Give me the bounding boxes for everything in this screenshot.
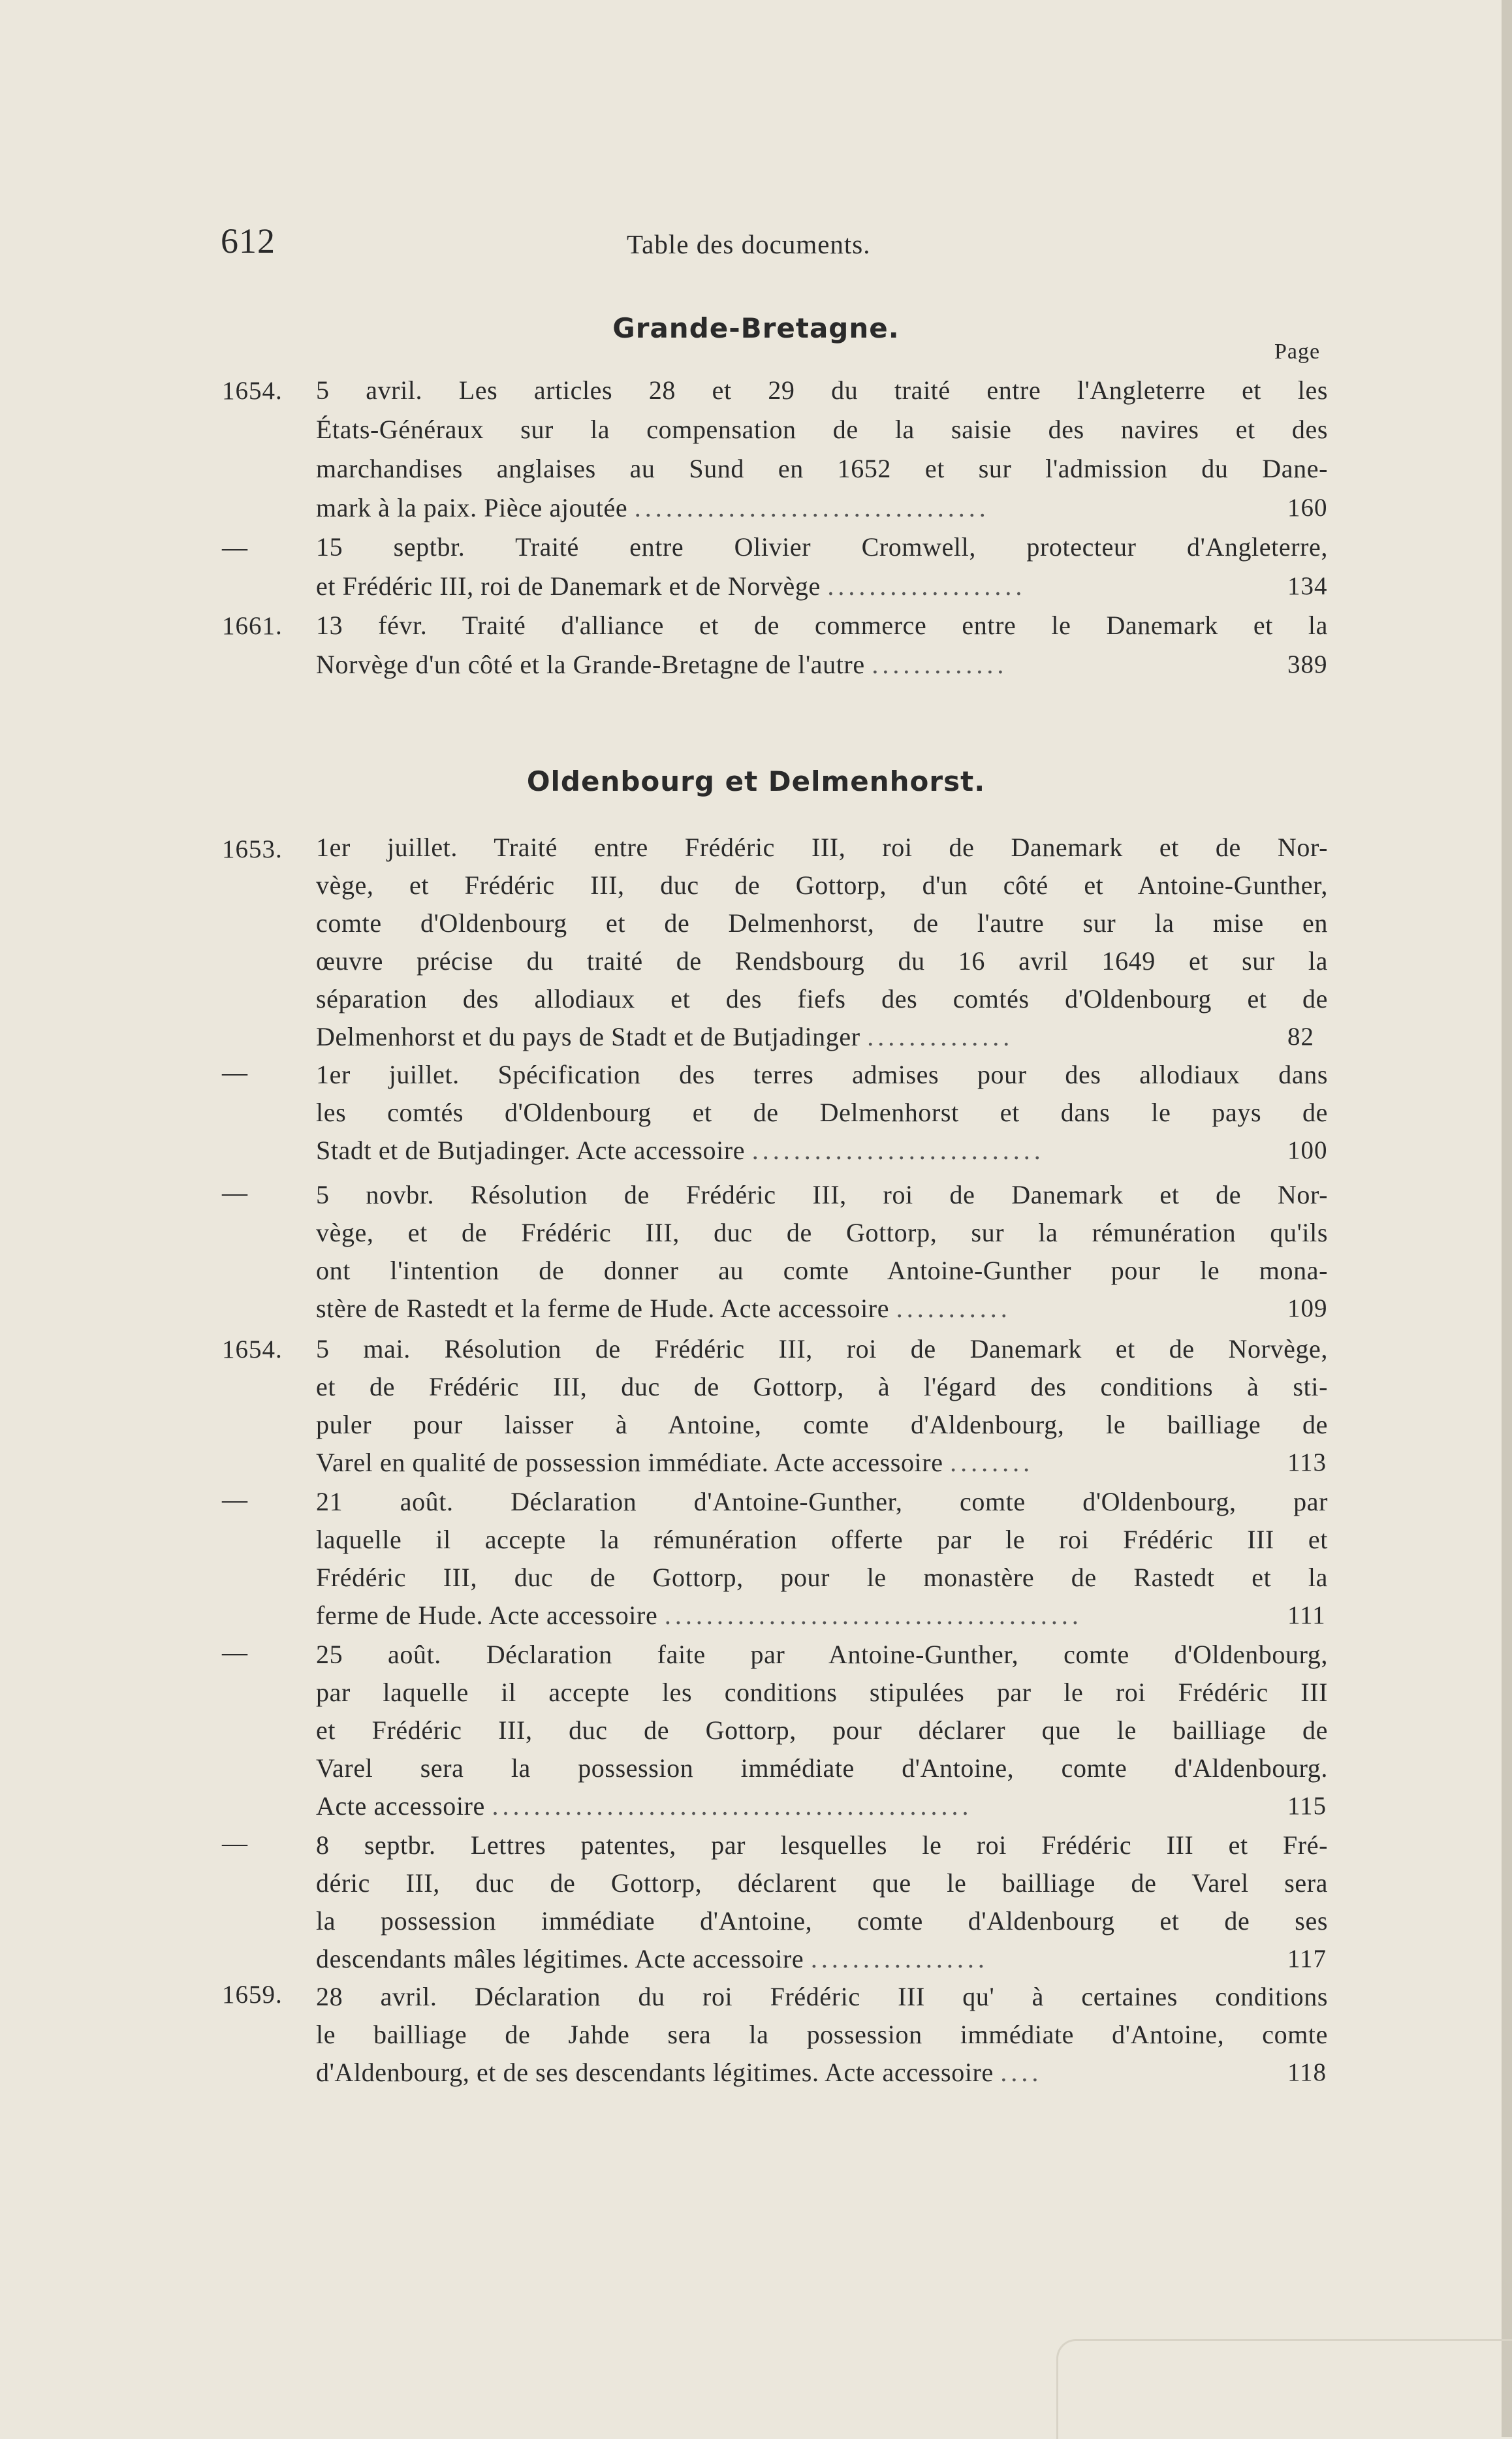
entry-line-last (316, 1289, 1328, 1328)
entry-line: 1er juillet. Spécification des terres admises pour des allodiaux dans (316, 1060, 1328, 1089)
entry-line: comte d'Oldenbourg et de Delmenhorst, de l'autre sur la mise en (316, 908, 1328, 938)
page-reference: 109 (1287, 1294, 1328, 1322)
entry-line-last (316, 567, 1328, 606)
entry-line: puler pour laisser à Antoine, comte d'Aldenbourg, le bailliage de (316, 1410, 1328, 1439)
page-number: 612 (221, 221, 276, 261)
page-reference: 115 (1287, 1792, 1327, 1820)
entry-line: 15 septbr. Traité entre Olivier Cromwell, protecteur d'Angleterre, (316, 532, 1328, 562)
entry-line: laquelle il accepte la rémunération offerte par le roi Frédéric III et (316, 1525, 1328, 1554)
entry-line-text: stère de Rastedt et la ferme de Hude. Acte accessoire (316, 1294, 890, 1323)
entry-line-text: d'Aldenbourg, et de ses descendants légitimes. Acte accessoire (316, 2058, 994, 2087)
entry-year: 1654. (222, 377, 283, 405)
page-corner-mark (1056, 2339, 1512, 2439)
entry-line: et de Frédéric III, duc de Gottorp, à l'égard des conditions à sti- (316, 1372, 1328, 1401)
entry-line-last (316, 1939, 1328, 1979)
entry-line-last (316, 1443, 1328, 1482)
leader-dots: .............. (867, 1022, 1014, 1051)
leader-dots: .................................. (634, 493, 990, 522)
leader-dots: ........... (896, 1294, 1011, 1323)
entry-line: les comtés d'Oldenbourg et de Delmenhorst et dans le pays de (316, 1098, 1328, 1127)
leader-dots: ............................ (751, 1136, 1045, 1165)
entry-line: œuvre précise du traité de Rendsbourg du 16 avril 1649 et sur la (316, 946, 1328, 976)
page-reference: 160 (1287, 494, 1328, 522)
section-title-grande-bretagne: Grande-Bretagne. (612, 312, 900, 344)
entry-line: vège, et Frédéric III, duc de Gottorp, d'un côté et Antoine-Gunther, (316, 870, 1328, 900)
entry-line-text: Norvège d'un côté et la Grande-Bretagne de l'autre (316, 650, 865, 679)
entry-line: ont l'intention de donner au comte Antoine-Gunther pour le mona- (316, 1256, 1328, 1285)
entry-line-last (316, 1596, 1328, 1635)
entry-line-text: descendants mâles légitimes. Acte accessoire (316, 1944, 804, 1973)
leader-dots: .... (1000, 2058, 1043, 2087)
entry-line: Varel sera la possession immédiate d'Antoine, comte d'Aldenbourg. (316, 1753, 1328, 1783)
entry-line: 5 mai. Résolution de Frédéric III, roi de Danemark et de Norvège, (316, 1334, 1328, 1363)
page-edge (1502, 0, 1512, 2437)
entry-line: par laquelle il accepte les conditions stipulées par le roi Frédéric III (316, 1678, 1328, 1707)
entry-line: 21 août. Déclaration d'Antoine-Gunther, comte d'Oldenbourg, par (316, 1487, 1328, 1516)
entry-line: déric III, duc de Gottorp, déclarent que le bailliage de Varel sera (316, 1868, 1328, 1898)
leader-dots: ........ (950, 1448, 1034, 1477)
entry-line-last (316, 645, 1328, 684)
entry-line: 5 novbr. Résolution de Frédéric III, roi de Danemark et de Nor- (316, 1180, 1328, 1209)
entry-line-last (316, 1017, 1328, 1057)
entry-line: séparation des allodiaux et des fiefs des comtés d'Oldenbourg et de (316, 984, 1328, 1013)
section-title-oldenbourg: Oldenbourg et Delmenhorst. (526, 765, 986, 797)
entry-line: 1er juillet. Traité entre Frédéric III, roi de Danemark et de Nor- (316, 833, 1328, 862)
entry-line-last (316, 1131, 1328, 1170)
page-header (0, 221, 1512, 266)
entry-line: Frédéric III, duc de Gottorp, pour le monastère de Rastedt et la (316, 1563, 1328, 1592)
leader-dots: ............. (872, 650, 1008, 679)
page-reference: 113 (1287, 1448, 1327, 1476)
entry-line-text: Delmenhorst et du pays de Stadt et de Butjadinger (316, 1022, 860, 1051)
page-reference: 134 (1287, 572, 1328, 600)
entry-year: — (222, 1179, 248, 1207)
entry-line-last (316, 1787, 1328, 1826)
entry-line-text: Varel en qualité de possession immédiate. Acte accessoire (316, 1448, 943, 1477)
entry-line: la possession immédiate d'Antoine, comte d'Aldenbourg et de ses (316, 1906, 1328, 1936)
leader-dots: ................. (810, 1944, 988, 1973)
entry-line: 28 avril. Déclaration du roi Frédéric III qu' à certaines conditions (316, 1982, 1328, 2011)
entry-year: — (222, 1059, 248, 1087)
entry-year: 1653. (222, 835, 283, 863)
entry-year: 1661. (222, 612, 283, 640)
entry-line: 13 févr. Traité d'alliance et de commerce entre le Danemark et la (316, 611, 1328, 640)
entry-year: 1654. (222, 1335, 283, 1363)
entry-line: et Frédéric III, duc de Gottorp, pour déclarer que le bailliage de (316, 1715, 1328, 1745)
entry-year: 1659. (222, 1981, 283, 2009)
entry-line-last (316, 488, 1328, 528)
entry-line-text: Acte accessoire (316, 1791, 485, 1821)
entry-line: marchandises anglaises au Sund en 1652 et sur l'admission du Dane- (316, 454, 1328, 483)
entry-line-text: ferme de Hude. Acte accessoire (316, 1601, 658, 1630)
page-reference: 100 (1287, 1136, 1328, 1164)
entry-line: vège, et de Frédéric III, duc de Gottorp, sur la rémunération qu'ils (316, 1218, 1328, 1247)
page-reference: 118 (1287, 2058, 1327, 2086)
page-reference: 82 (1287, 1023, 1314, 1051)
entry-line: le bailliage de Jahde sera la possession immédiate d'Antoine, comte (316, 2020, 1328, 2049)
entry-line-text: mark à la paix. Pièce ajoutée (316, 493, 628, 522)
page-reference: 117 (1287, 1945, 1327, 1973)
leader-dots: ........................................ (664, 1601, 1082, 1630)
entry-line: 25 août. Déclaration faite par Antoine-Gunther, comte d'Oldenbourg, (316, 1640, 1328, 1669)
leader-dots: .............................................. (492, 1791, 973, 1821)
entry-year: — (222, 1638, 248, 1666)
entry-line: États-Généraux sur la compensation de la saisie des navires et des (316, 415, 1328, 444)
leader-dots: ................... (827, 571, 1026, 601)
entry-line-text: Stadt et de Butjadinger. Acte accessoire (316, 1136, 746, 1165)
entry-line-text: et Frédéric III, roi de Danemark et de Norvège (316, 571, 821, 601)
page-reference: 111 (1287, 1601, 1326, 1629)
entry-line: 5 avril. Les articles 28 et 29 du traité entre l'Angleterre et les (316, 375, 1328, 405)
entry-line: 8 septbr. Lettres patentes, par lesquelles le roi Frédéric III et Fré- (316, 1830, 1328, 1860)
entry-year: — (222, 1486, 248, 1514)
entry-year: — (222, 534, 248, 562)
entry-line-last (316, 2053, 1328, 2092)
running-title: Table des documents. (627, 229, 871, 259)
page-reference: 389 (1287, 650, 1328, 678)
page-column-label: Page (1274, 340, 1321, 364)
entry-year: — (222, 1829, 248, 1857)
